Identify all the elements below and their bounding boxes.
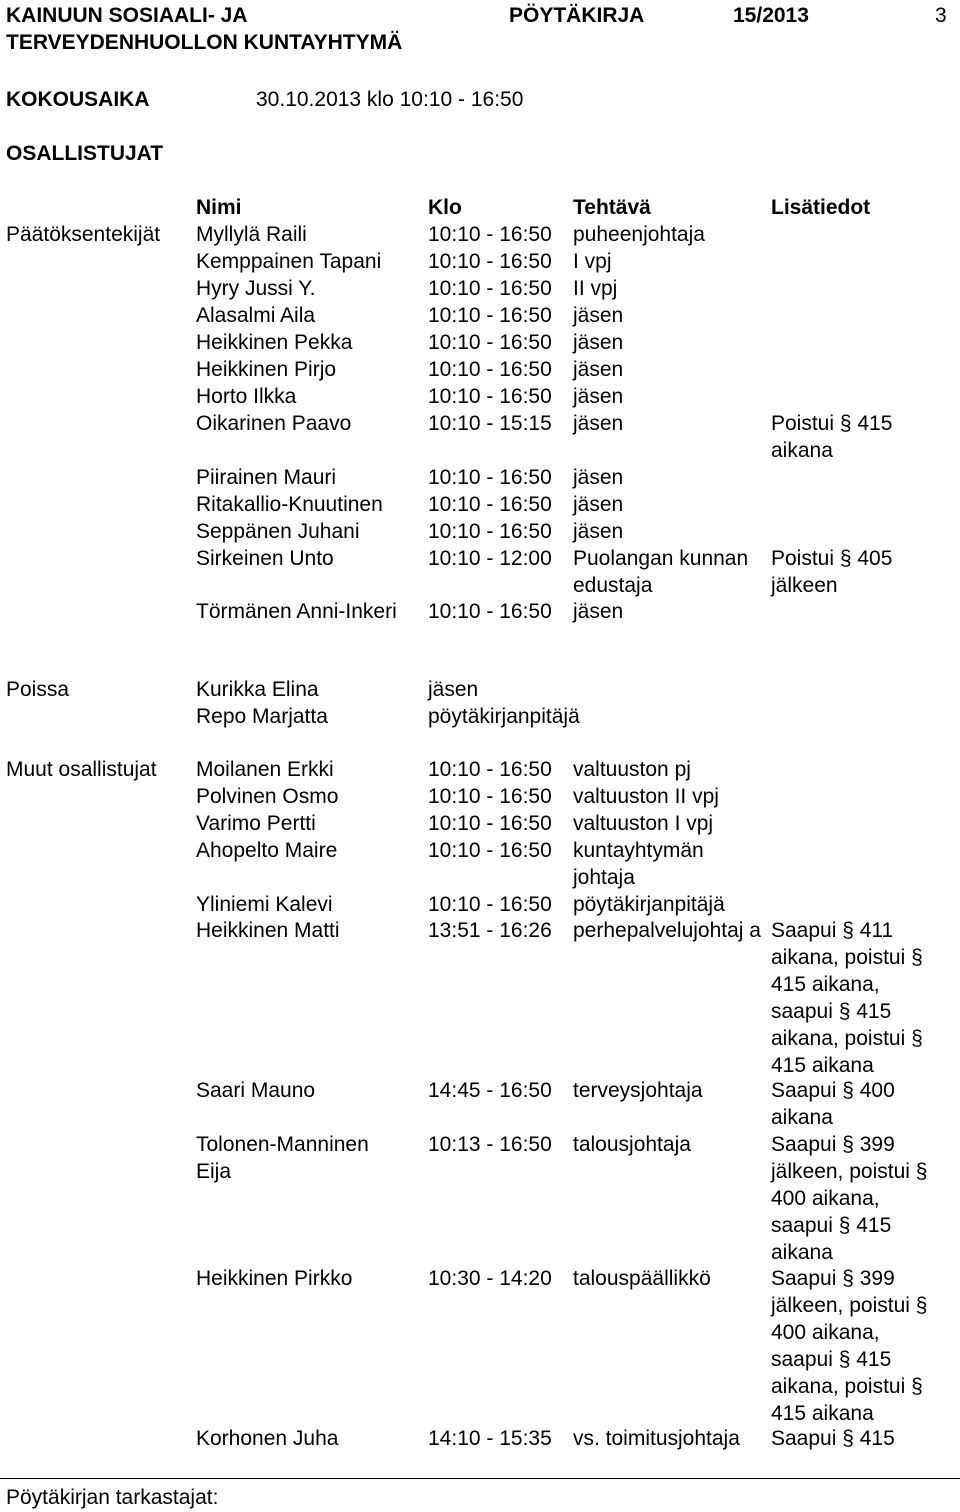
others-label: Muut osallistujat <box>6 758 157 781</box>
participant-role: jäsen <box>573 412 624 435</box>
participant-notes: Saapui § 400 aikana <box>771 1079 895 1129</box>
doc-type: PÖYTÄKIRJA <box>509 4 645 27</box>
participant-role: jäsen <box>573 466 624 489</box>
participant-name: Piirainen Mauri <box>196 466 337 489</box>
participant-name: Alasalmi Aila <box>196 304 316 327</box>
participant-time: 10:10 - 16:50 <box>428 785 552 808</box>
participant-role: II vpj <box>573 277 618 300</box>
column-header-notes: Lisätiedot <box>771 196 871 219</box>
column-header-name: Nimi <box>196 196 242 219</box>
participant-role: valtuuston I vpj <box>573 812 714 835</box>
participant-time: 10:10 - 16:50 <box>428 385 552 408</box>
participant-time: 10:10 - 16:50 <box>428 331 552 354</box>
participant-name: Korhonen Juha <box>196 1427 339 1450</box>
participant-notes: Saapui § 399 jälkeen, poistui § 400 aikana, saapui § 415 aikana <box>771 1133 928 1264</box>
participant-role: jäsen <box>573 600 624 623</box>
participant-name: Moilanen Erkki <box>196 758 334 781</box>
participant-time: 10:10 - 16:50 <box>428 277 552 300</box>
participant-role: talousjohtaja <box>573 1133 691 1156</box>
participant-role: vs. toimitusjohtaja <box>573 1427 740 1450</box>
participant-time: 10:10 - 16:50 <box>428 520 552 543</box>
review-label: Pöytäkirjan tarkastajat: <box>6 1486 219 1509</box>
participant-name: Kemppainen Tapani <box>196 250 382 273</box>
participant-name: Heikkinen Matti <box>196 919 340 942</box>
participant-role: valtuuston II vpj <box>573 785 719 808</box>
participant-time: 10:10 - 16:50 <box>428 812 552 835</box>
participant-time: 10:10 - 16:50 <box>428 839 552 862</box>
column-header-role: Tehtävä <box>573 196 651 219</box>
participant-time: 10:13 - 16:50 <box>428 1133 552 1156</box>
doc-number: 15/2013 <box>733 4 809 27</box>
participant-time: 14:10 - 15:35 <box>428 1427 552 1450</box>
participant-time: 10:10 - 16:50 <box>428 600 552 623</box>
participant-notes: Poistui § 415 aikana <box>771 412 893 462</box>
participant-notes: Saapui § 415 <box>771 1427 895 1450</box>
absent-name: Kurikka Elina <box>196 678 319 701</box>
participant-role: perhepalvelujohtaj a <box>573 919 761 942</box>
participant-time: 10:10 - 15:15 <box>428 412 552 435</box>
participant-role: jäsen <box>573 493 624 516</box>
participant-name: Varimo Pertti <box>196 812 316 835</box>
participant-name: Ahopelto Maire <box>196 839 338 862</box>
participant-name: Sirkeinen Unto <box>196 547 334 570</box>
participant-name: Ritakallio-Knuutinen <box>196 493 383 516</box>
participant-time: 10:10 - 16:50 <box>428 466 552 489</box>
participant-name: Horto Ilkka <box>196 385 297 408</box>
participant-role: jäsen <box>573 358 624 381</box>
meeting-time-value: 30.10.2013 klo 10:10 - 16:50 <box>256 88 524 111</box>
participant-time: 13:51 - 16:26 <box>428 919 552 942</box>
participant-time: 10:10 - 16:50 <box>428 893 552 916</box>
participant-time: 14:45 - 16:50 <box>428 1079 552 1102</box>
participant-time: 10:10 - 12:00 <box>428 547 552 570</box>
participant-name: Saari Mauno <box>196 1079 316 1102</box>
participant-notes: Saapui § 399 jälkeen, poistui § 400 aikana, saapui § 415 aikana, poistui § 415 aikana <box>771 1267 928 1425</box>
participant-time: 10:10 - 16:50 <box>428 493 552 516</box>
participant-notes: Saapui § 411 aikana, poistui § 415 aikana, saapui § 415 aikana, poistui § 415 aikana <box>771 919 923 1077</box>
participant-name: Heikkinen Pirjo <box>196 358 337 381</box>
participant-role: valtuuston pj <box>573 758 691 781</box>
participant-time: 10:30 - 14:20 <box>428 1267 552 1290</box>
absent-role: jäsen <box>428 678 479 701</box>
participant-name: Tolonen-Manninen Eija <box>196 1133 369 1183</box>
org-name-line2: TERVEYDENHUOLLON KUNTAYHTYMÄ <box>6 31 403 54</box>
participant-name: Yliniemi Kalevi <box>196 893 333 916</box>
org-name-line1: KAINUUN SOSIAALI- JA <box>6 4 248 27</box>
participant-role: kuntayhtymän johtaja <box>573 839 704 889</box>
participant-name: Hyry Jussi Y. <box>196 277 316 300</box>
participant-name: Törmänen Anni-Inkeri <box>196 600 397 623</box>
page-number: 3 <box>935 4 947 27</box>
participant-role: I vpj <box>573 250 612 273</box>
column-header-time: Klo <box>428 196 462 219</box>
participant-name: Myllylä Raili <box>196 223 307 246</box>
participant-name: Seppänen Juhani <box>196 520 360 543</box>
participant-notes: Poistui § 405 jälkeen <box>771 547 893 597</box>
participant-role: pöytäkirjanpitäjä <box>573 893 725 916</box>
participant-role: jäsen <box>573 385 624 408</box>
absent-name: Repo Marjatta <box>196 705 328 728</box>
participant-role: Puolangan kunnan edustaja <box>573 547 749 597</box>
participant-time: 10:10 - 16:50 <box>428 758 552 781</box>
absent-label: Poissa <box>6 678 70 701</box>
participant-time: 10:10 - 16:50 <box>428 304 552 327</box>
participant-name: Oikarinen Paavo <box>196 412 352 435</box>
participant-name: Heikkinen Pekka <box>196 331 353 354</box>
participant-name: Polvinen Osmo <box>196 785 339 808</box>
participant-role: jäsen <box>573 331 624 354</box>
meeting-time-label: KOKOUSAIKA <box>6 88 150 111</box>
participant-time: 10:10 - 16:50 <box>428 250 552 273</box>
footer-divider <box>0 1478 960 1479</box>
participants-heading: OSALLISTUJAT <box>6 142 164 165</box>
absent-role: pöytäkirjanpitäjä <box>428 705 580 728</box>
participant-name: Heikkinen Pirkko <box>196 1267 353 1290</box>
participant-role: puheenjohtaja <box>573 223 705 246</box>
participant-time: 10:10 - 16:50 <box>428 223 552 246</box>
decision-makers-label: Päätöksentekijät <box>6 223 161 246</box>
participant-role: talouspäällikkö <box>573 1267 711 1290</box>
participant-role: jäsen <box>573 304 624 327</box>
participant-role: jäsen <box>573 520 624 543</box>
participant-time: 10:10 - 16:50 <box>428 358 552 381</box>
participant-role: terveysjohtaja <box>573 1079 703 1102</box>
